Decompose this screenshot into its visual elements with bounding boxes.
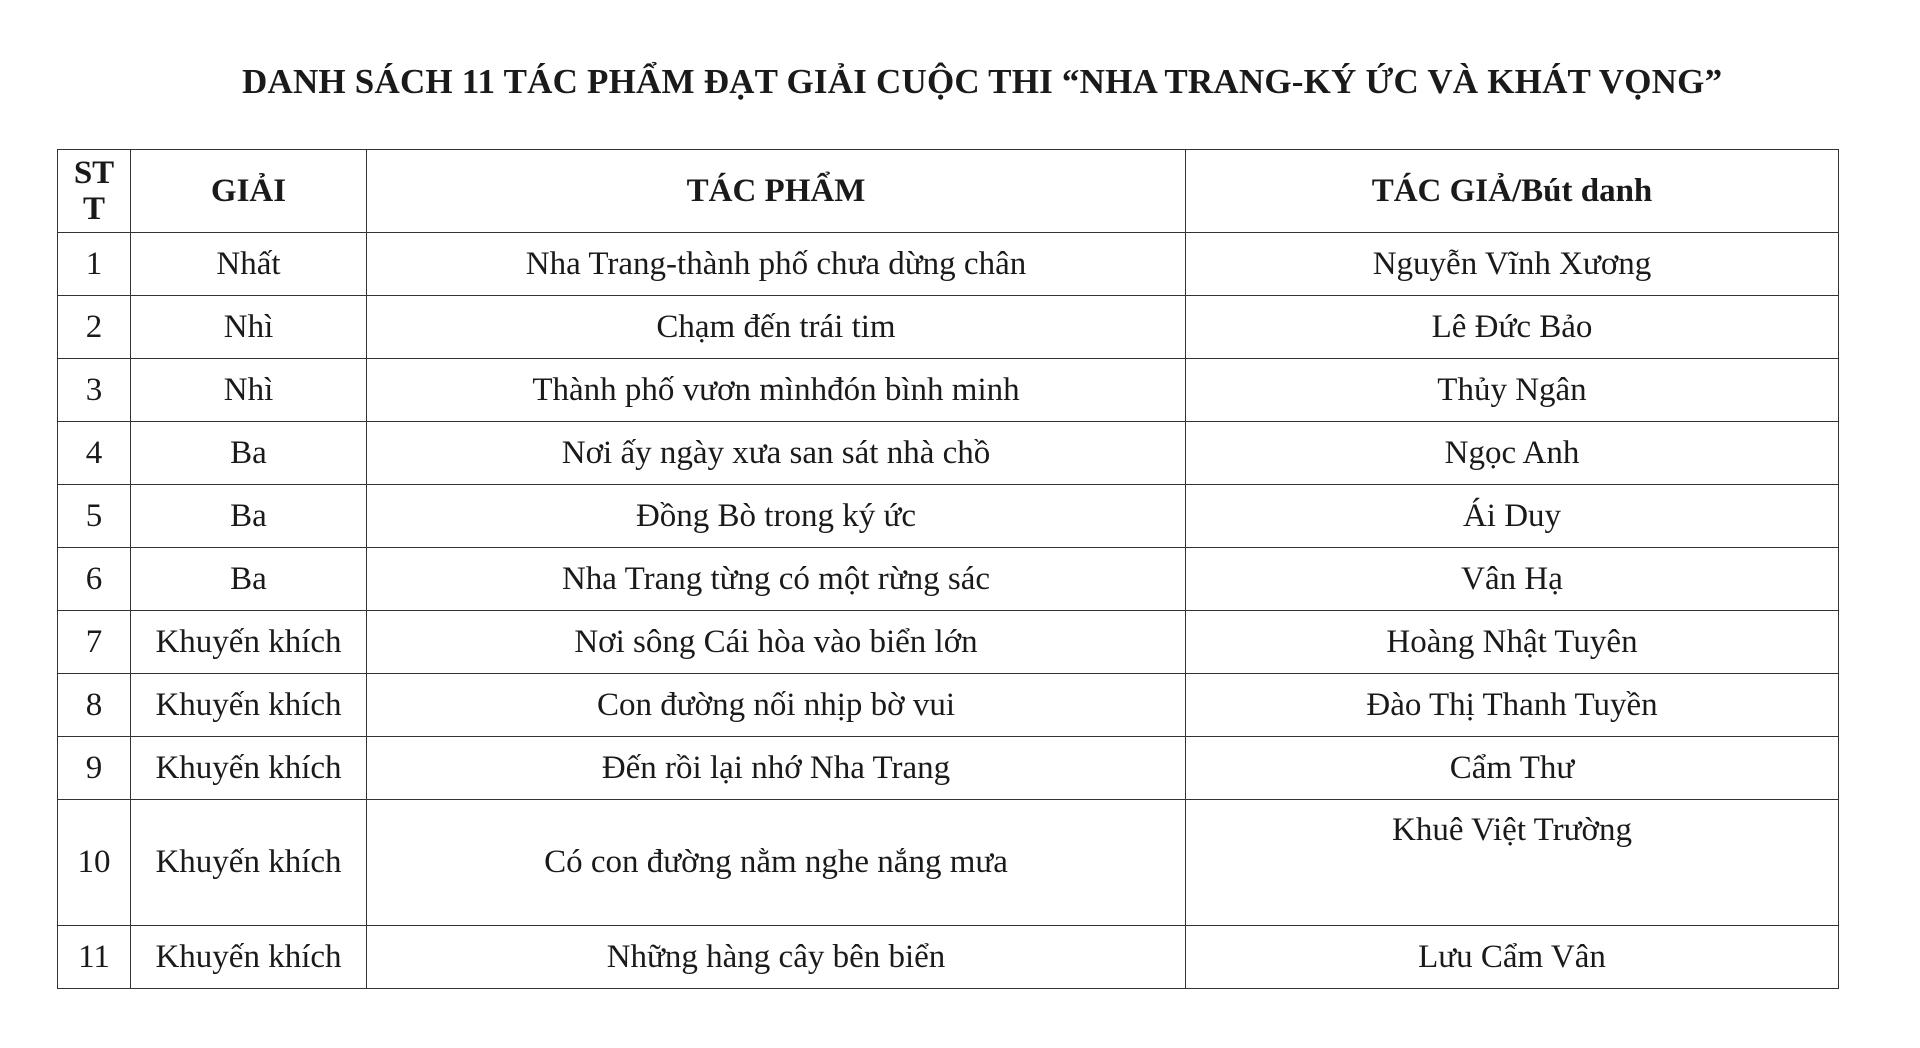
cell-tac-pham: Nơi ấy ngày xưa san sát nhà chồ	[367, 422, 1186, 485]
cell-stt: 11	[58, 926, 131, 989]
cell-giai: Nhất	[131, 233, 367, 296]
cell-giai: Khuyến khích	[131, 674, 367, 737]
cell-giai: Ba	[131, 485, 367, 548]
cell-stt: 4	[58, 422, 131, 485]
cell-tac-pham: Thành phố vươn mìnhđón bình minh	[367, 359, 1186, 422]
cell-tac-gia: Vân Hạ	[1186, 548, 1839, 611]
cell-giai: Khuyến khích	[131, 800, 367, 926]
cell-stt: 9	[58, 737, 131, 800]
cell-tac-gia: Ái Duy	[1186, 485, 1839, 548]
cell-tac-pham: Đến rồi lại nhớ Nha Trang	[367, 737, 1186, 800]
cell-tac-gia: Khuê Việt Trường	[1186, 800, 1839, 926]
cell-stt: 1	[58, 233, 131, 296]
header-tac-gia: TÁC GIẢ/Bút danh	[1186, 150, 1839, 233]
table-row	[58, 422, 1839, 485]
cell-tac-pham: Con đường nối nhịp bờ vui	[367, 674, 1186, 737]
cell-giai: Ba	[131, 422, 367, 485]
table-header-row	[58, 150, 1839, 233]
cell-stt: 8	[58, 674, 131, 737]
cell-stt: 7	[58, 611, 131, 674]
cell-tac-pham: Nơi sông Cái hòa vào biển lớn	[367, 611, 1186, 674]
cell-stt: 5	[58, 485, 131, 548]
cell-tac-gia: Thủy Ngân	[1186, 359, 1839, 422]
table-row	[58, 548, 1839, 611]
cell-stt: 3	[58, 359, 131, 422]
cell-tac-gia: Cẩm Thư	[1186, 737, 1839, 800]
table-row	[58, 359, 1839, 422]
table-row	[58, 233, 1839, 296]
cell-giai: Khuyến khích	[131, 926, 367, 989]
awards-table	[57, 149, 1839, 989]
cell-tac-gia: Nguyễn Vĩnh Xương	[1186, 233, 1839, 296]
cell-giai: Khuyến khích	[131, 737, 367, 800]
table-row	[58, 611, 1839, 674]
header-tac-pham: TÁC PHẨM	[367, 150, 1186, 233]
cell-giai: Ba	[131, 548, 367, 611]
cell-tac-pham: Có con đường nằm nghe nắng mưa	[367, 800, 1186, 926]
table-row	[58, 926, 1839, 989]
cell-stt: 6	[58, 548, 131, 611]
table-row	[58, 800, 1839, 926]
header-giai: GIẢI	[131, 150, 367, 233]
cell-tac-gia: Ngọc Anh	[1186, 422, 1839, 485]
cell-giai: Nhì	[131, 296, 367, 359]
cell-tac-gia: Lê Đức Bảo	[1186, 296, 1839, 359]
cell-tac-pham: Nha Trang từng có một rừng sác	[367, 548, 1186, 611]
cell-giai: Nhì	[131, 359, 367, 422]
cell-stt: 10	[58, 800, 131, 926]
cell-tac-pham: Nha Trang-thành phố chưa dừng chân	[367, 233, 1186, 296]
cell-giai: Khuyến khích	[131, 611, 367, 674]
document-title: DANH SÁCH 11 TÁC PHẨM ĐẠT GIẢI CUỘC THI “NHA TRANG-KÝ ỨC VÀ KHÁT VỌNG”	[242, 62, 1723, 101]
cell-stt: 2	[58, 296, 131, 359]
table-row	[58, 737, 1839, 800]
table-row	[58, 674, 1839, 737]
cell-tac-gia: Hoàng Nhật Tuyên	[1186, 611, 1839, 674]
cell-tac-pham: Đồng Bò trong ký ức	[367, 485, 1186, 548]
table-row	[58, 485, 1839, 548]
cell-tac-gia: Đào Thị Thanh Tuyền	[1186, 674, 1839, 737]
cell-tac-gia: Lưu Cẩm Vân	[1186, 926, 1839, 989]
header-stt: STT	[58, 150, 131, 233]
table-row	[58, 296, 1839, 359]
cell-tac-pham: Những hàng cây bên biển	[367, 926, 1186, 989]
cell-tac-pham: Chạm đến trái tim	[367, 296, 1186, 359]
